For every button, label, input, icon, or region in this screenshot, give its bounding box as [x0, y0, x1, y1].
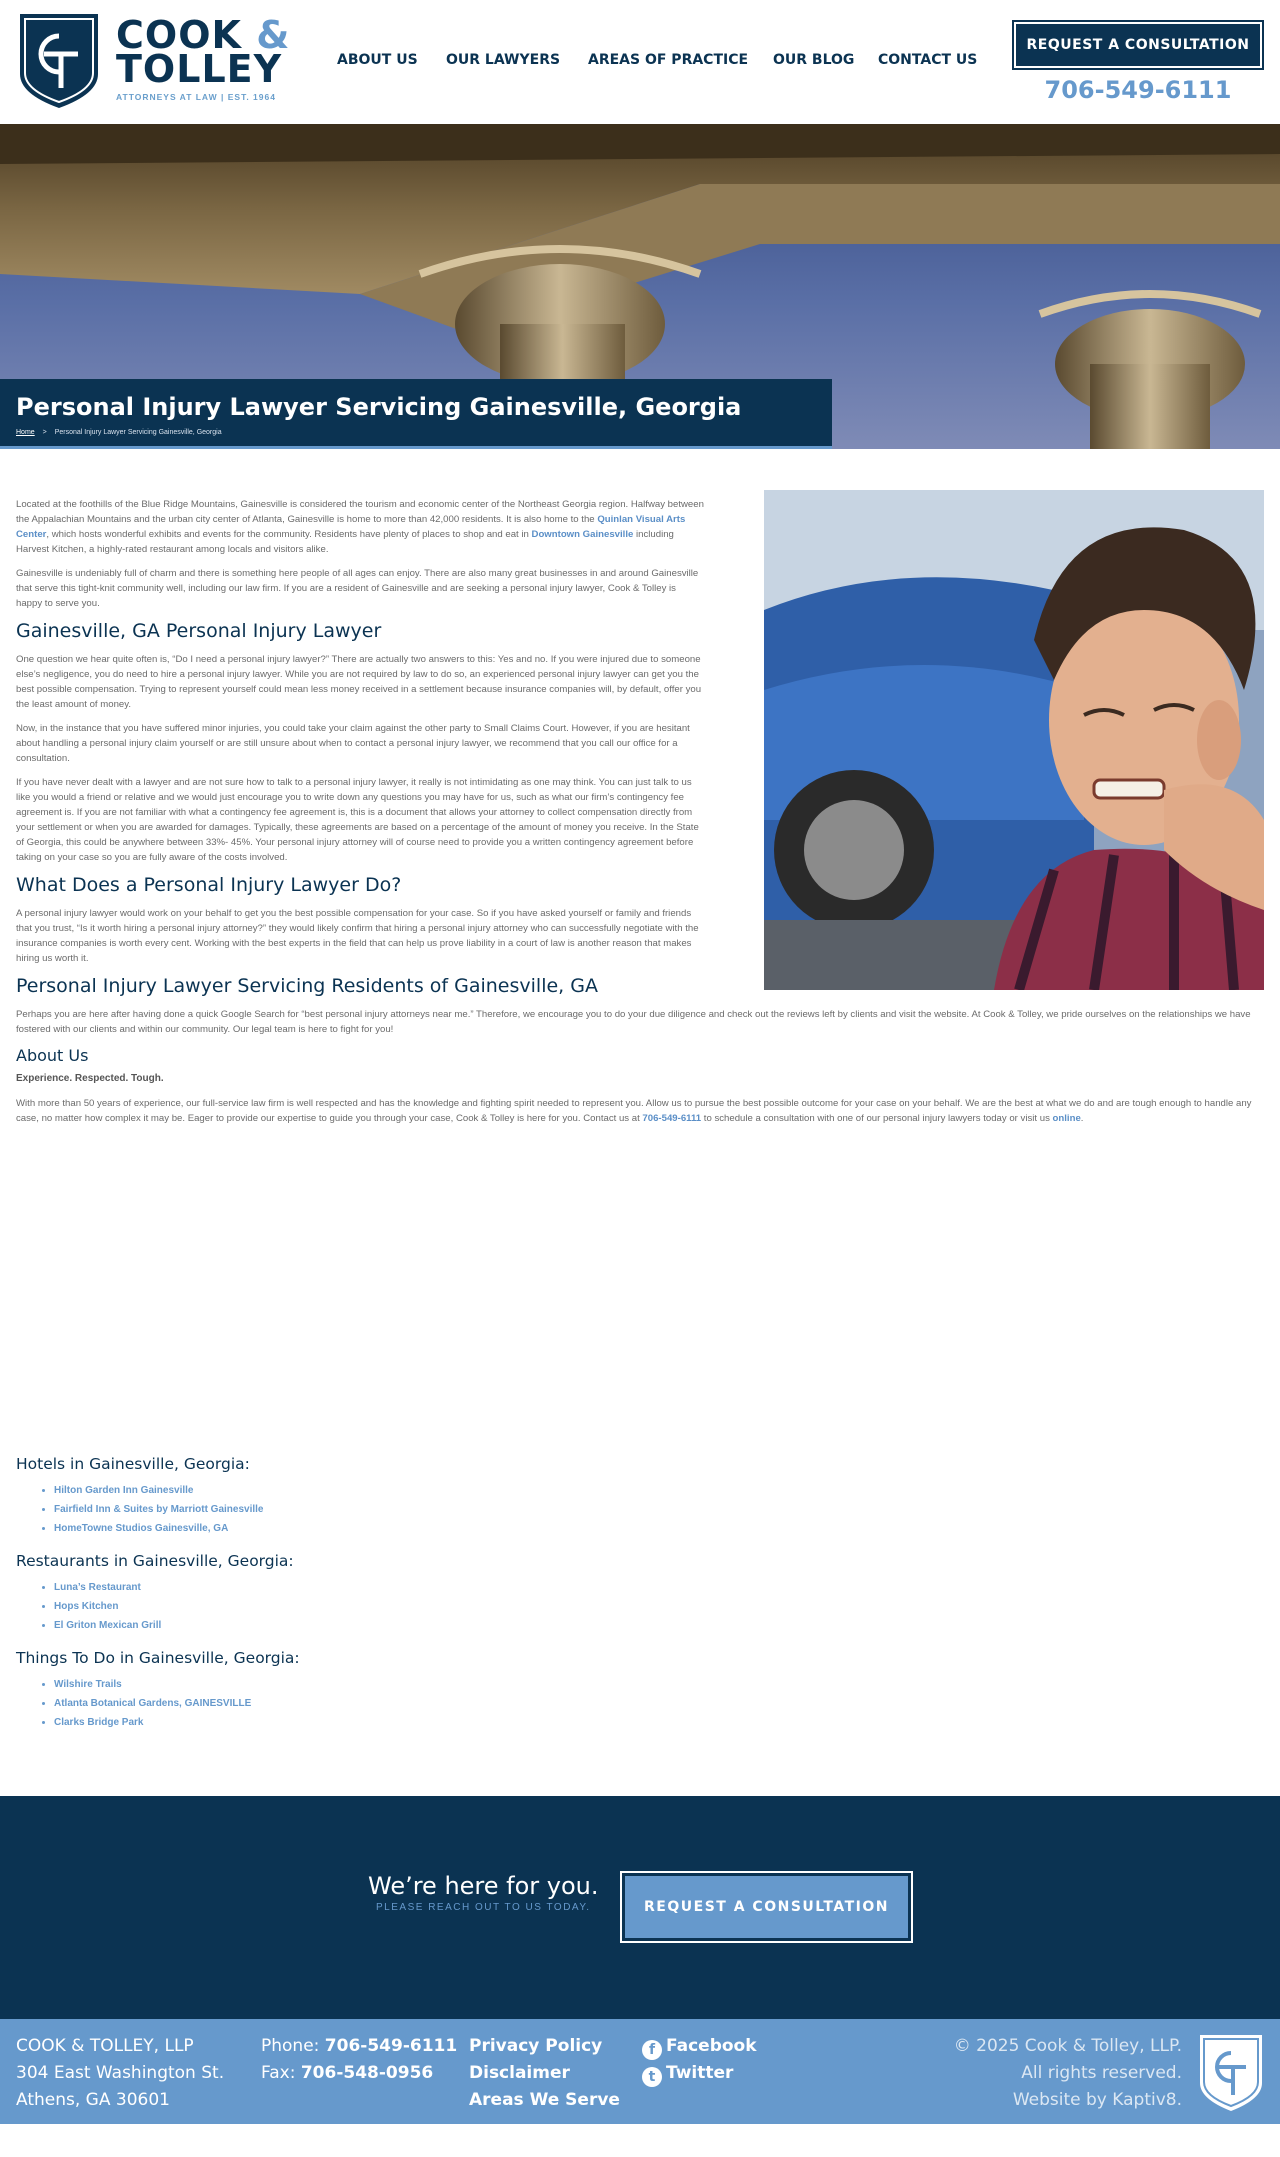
list-item: [54, 1713, 1264, 1732]
list-item: [54, 1481, 1264, 1500]
list-item: [54, 1500, 1264, 1519]
map-embed-placeholder: [16, 1135, 1264, 1455]
brand-wordmark: COOK & TOLLEY ATTORNEYS AT LAW | EST. 1964: [116, 13, 291, 102]
attraction-link[interactable]: Atlanta Botanical Gardens, GAINESVILLE: [54, 1698, 252, 1709]
paragraph: Now, in the instance that you have suffered minor injuries, you could take your claim against the other party to Small Claims Court. However, if you are hesitant about handling a personal injury claim yourself or are still unsure about when to contact a personal injury lawyer, we recommend that you call our office for a consultation.: [16, 723, 690, 764]
footer-fax: 706-548-0956: [300, 2063, 434, 2083]
copyright-text: © 2025 Cook & Tolley, LLP.: [953, 2036, 1182, 2056]
contact-cta-band: [0, 1796, 1280, 2019]
nav-contact-us[interactable]: CONTACT US: [878, 52, 978, 68]
breadcrumb: [16, 429, 816, 436]
hotels-heading: Hotels in Gainesville, Georgia:: [16, 1455, 250, 1473]
paragraph: If you have never dealt with a lawyer and are not sure how to talk to a personal injury lawyer, it really is not intimidating as one may think. You can just talk to us like you would a friend or relative and we would just encourage you to write down any questions you may have for us, such as what our firm’s contingency fee agreement is. If you are not familiar with what a contingency fee agreement is, this is a document that allows your attorney to collect compensation directly from your settlement or when you are awarded for damages. Typically, these agreements are based on a percentage of the amount of money you receive. In the State of Georgia, this could be anywhere between 33%- 45%. Your personal injury attorney will of course need to provide you a written contingency agreement before taking on your case so you are fully aware of the costs involved.: [16, 777, 699, 863]
quinlan-arts-center-link[interactable]: Quinlan Visual Arts Center: [16, 514, 686, 540]
hotel-link[interactable]: HomeTowne Studios Gainesville, GA: [54, 1523, 229, 1534]
things-to-do-heading: Things To Do in Gainesville, Georgia:: [16, 1649, 300, 1667]
hotel-link[interactable]: Fairfield Inn & Suites by Marriott Gainesville: [54, 1504, 264, 1515]
injured-man-illustration-icon: [764, 490, 1264, 990]
paragraph: Perhaps you are here after having done a quick Google Search for “best personal injury attorneys near me.” Therefore, we encourage you to do your due diligence and check out the reviews left by clients and visit the website. At Cook & Tolley, we pride ourselves on the relationships we have fostered with our clients and within our community. Our legal team is here to fight for you!: [16, 1009, 1251, 1035]
logo[interactable]: [18, 12, 290, 110]
shield-logo-icon: [18, 12, 100, 110]
privacy-policy-link[interactable]: Privacy Policy: [469, 2036, 603, 2056]
attraction-link[interactable]: Wilshire Trails: [54, 1679, 122, 1690]
section-heading-gainesville-lawyer: Gainesville, GA Personal Injury Lawyer: [16, 620, 382, 642]
brand-tagline: ATTORNEYS AT LAW | EST. 1964: [116, 92, 276, 102]
restaurant-link[interactable]: Hops Kitchen: [54, 1601, 119, 1612]
nav-our-lawyers[interactable]: OUR LAWYERS: [446, 52, 561, 68]
footer-street: 304 East Washington St.: [16, 2063, 225, 2083]
footer-links: [469, 2033, 620, 2114]
paragraph: A personal injury lawyer would work on your behalf to get you the best possible compensation for your case. So if you have asked yourself or family and friends that you trust, “Is it worth hiring a personal injury attorney?” they would likely confirm that hiring a personal injury attorney who can successfully negotiate with the insurance companies is worth every cent. Working with the best experts in the field that can help us prove liability in a court of law is another reason that makes hiring us worth it.: [16, 908, 699, 964]
full-width-content: [16, 975, 1264, 1732]
cta-heading: We’re here for you.: [368, 1872, 599, 1900]
footer-city: Athens, GA 30601: [16, 2090, 170, 2110]
site-header: [0, 0, 1280, 124]
hero-title-bar: [0, 379, 832, 449]
about-paragraph: With more than 50 years of experience, our full-service law firm is well respected and has the knowledge and fighting spirit needed to represent you. Allow us to pursue the best possible outcome for your case on your behalf. We are the best at what we do and are tough enough to handle any case, no matter how complex it may be. Eager to provide our expertise to guide you through your case, Cook & Tolley is here for you. Contact us at 706-549-6111 to schedule a consultation with one of our personal injury lawyers today or visit us online.: [16, 1098, 1252, 1124]
facebook-icon: f: [642, 2040, 662, 2060]
cta-text: [368, 1872, 599, 1913]
hotels-list: [54, 1481, 1264, 1538]
disclaimer-link[interactable]: Disclaimer: [469, 2063, 570, 2083]
credit-link[interactable]: Website by Kaptiv8.: [1012, 2090, 1182, 2110]
page-title: Personal Injury Lawyer Servicing Gainesville, Georgia: [16, 393, 742, 421]
about-phone-link[interactable]: 706-549-6111: [642, 1113, 702, 1124]
main-content: [0, 449, 1280, 1732]
nav-about-us[interactable]: ABOUT US: [337, 52, 418, 68]
footer-phone-link[interactable]: 706-549-6111: [324, 2036, 458, 2056]
section-heading-about-us: About Us: [16, 1046, 89, 1065]
attraction-link[interactable]: Clarks Bridge Park: [54, 1717, 144, 1728]
facebook-link[interactable]: f Facebook: [642, 2033, 757, 2060]
request-consultation-button[interactable]: REQUEST A CONSULTATION: [1012, 20, 1264, 70]
firm-tagline: Experience. Respected. Tough.: [16, 1073, 164, 1084]
twitter-link[interactable]: t Twitter: [642, 2060, 757, 2087]
list-item: [54, 1675, 1264, 1694]
twitter-icon: t: [642, 2067, 662, 2087]
intro-paragraph: Located at the foothills of the Blue Ridge Mountains, Gainesville is considered the tourism and economic center of the Northeast Georgia region. Halfway between the Appalachian Mountains and the urban city center of Atlanta, Gainesville is home to more than 42,000 residents. It is also home to the Quinlan Visual Arts Center, which hosts wonderful exhibits and events for the community. Residents have plenty of places to shop and eat in Downtown Gainesville including Harvest Kitchen, a highly-rated restaurant among locals and visitors alike.: [16, 499, 704, 555]
hotel-link[interactable]: Hilton Garden Inn Gainesville: [54, 1485, 194, 1496]
footer-shield-logo-icon: [1198, 2033, 1264, 2113]
footer-legal: [954, 2033, 1182, 2114]
paragraph: One question we hear quite often is, “Do I need a personal injury lawyer?” There are actually two answers to this: Yes and no. If you were injured due to someone else’s negligence, you do need to hire a personal injury lawyer. While you are not required by law to do so, an experienced personal injury lawyer can get you the best possible compensation. Trying to represent yourself could mean less money received in a settlement because insurance companies will, by default, offer you the least amount of money.: [16, 654, 702, 710]
breadcrumb-home-link[interactable]: Home: [16, 429, 35, 436]
section-heading-what-lawyer-does: What Does a Personal Injury Lawyer Do?: [16, 874, 402, 896]
injured-man-photo: [764, 490, 1264, 990]
rights-text: All rights reserved.: [1021, 2063, 1182, 2083]
downtown-gainesville-link[interactable]: Downtown Gainesville: [531, 529, 634, 540]
footer-contact: [261, 2033, 457, 2087]
restaurant-link[interactable]: Luna’s Restaurant: [54, 1582, 141, 1593]
restaurants-heading: Restaurants in Gainesville, Georgia:: [16, 1552, 294, 1570]
online-link[interactable]: online: [1052, 1113, 1081, 1124]
content-column: [16, 449, 704, 966]
footer-social: [642, 2033, 757, 2087]
phone-label: Phone:: [261, 2036, 325, 2056]
list-item: [54, 1694, 1264, 1713]
cta-subheading: PLEASE REACH OUT TO US TODAY.: [376, 1902, 591, 1913]
site-footer: [0, 2019, 1280, 2124]
list-item: [54, 1616, 1264, 1635]
list-item: [54, 1519, 1264, 1538]
section-heading-servicing-residents: Personal Injury Lawyer Servicing Residents of Gainesville, GA: [16, 975, 598, 997]
fax-label: Fax:: [261, 2063, 301, 2083]
nav-our-blog[interactable]: OUR BLOG: [773, 52, 855, 68]
list-item: [54, 1597, 1264, 1616]
areas-we-serve-link[interactable]: Areas We Serve: [469, 2090, 620, 2110]
restaurants-list: [54, 1578, 1264, 1635]
paragraph: Gainesville is undeniably full of charm and there is something here people of all ages can enjoy. There are also many great businesses in and around Gainesville that serve this tight-knit community well, including our law firm. If you are a resident of Gainesville and are seeking a personal injury lawyer, Cook & Tolley is happy to serve you.: [16, 568, 699, 609]
restaurant-link[interactable]: El Griton Mexican Grill: [54, 1620, 162, 1631]
hero-banner: [0, 124, 1280, 449]
breadcrumb-current: Personal Injury Lawyer Servicing Gainesville, Georgia: [54, 429, 222, 436]
footer-firm-name: COOK & TOLLEY, LLP: [16, 2036, 194, 2056]
things-to-do-list: [54, 1675, 1264, 1732]
cta-request-consultation-button[interactable]: REQUEST A CONSULTATION: [620, 1871, 913, 1943]
list-item: [54, 1578, 1264, 1597]
footer-address: [16, 2033, 224, 2114]
breadcrumb-separator: >: [42, 429, 47, 436]
header-phone-link[interactable]: 706-549-6111: [1044, 76, 1232, 104]
nav-areas-of-practice[interactable]: AREAS OF PRACTICE: [588, 52, 749, 68]
